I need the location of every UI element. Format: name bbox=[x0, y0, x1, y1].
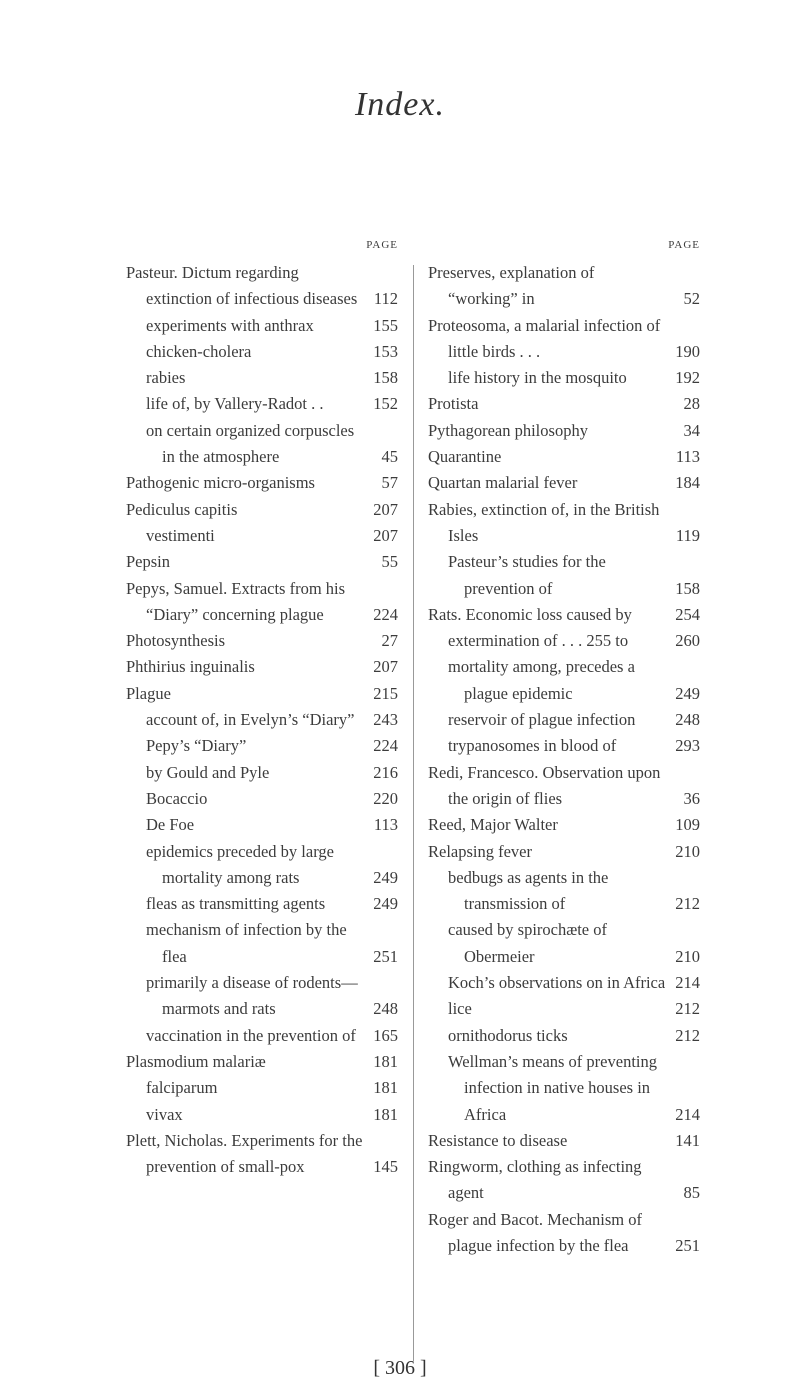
index-entry bbox=[126, 576, 398, 629]
entry-page: 249 bbox=[672, 681, 700, 707]
entry-page: 212 bbox=[672, 996, 700, 1022]
entry-page: 181 bbox=[370, 1075, 398, 1101]
entry-text: Pepy’s “Diary” bbox=[146, 736, 247, 756]
entry-text: vaccination in the prevention of bbox=[146, 1025, 356, 1045]
entry-page: 119 bbox=[673, 523, 700, 549]
entry-text: Relapsing fever bbox=[428, 841, 533, 861]
entry-text: Quartan malarial fever bbox=[428, 473, 578, 493]
entry-text: trypanosomes in blood of bbox=[448, 736, 617, 756]
entry-page: 248 bbox=[672, 707, 700, 733]
entry-text: lice bbox=[448, 999, 472, 1019]
entry-page: 145 bbox=[370, 1154, 398, 1180]
entry-text: mortality among, precedes a plague epidemic bbox=[448, 657, 635, 703]
entry-page: 190 bbox=[672, 339, 700, 365]
entry-text: Wellman’s means of preventing infection in native houses in Africa bbox=[448, 1051, 657, 1124]
entry-page: 210 bbox=[672, 839, 700, 865]
entry-page: 251 bbox=[370, 944, 398, 970]
entry-page: 158 bbox=[672, 576, 700, 602]
entry-page: 113 bbox=[673, 444, 700, 470]
index-entry bbox=[428, 444, 700, 470]
entry-text: Resistance to disease bbox=[428, 1130, 568, 1150]
entry-page: 224 bbox=[370, 733, 398, 759]
entry-page: 216 bbox=[370, 760, 398, 786]
index-subentry bbox=[126, 1023, 398, 1049]
entry-page: 251 bbox=[672, 1233, 700, 1259]
entry-text: Pediculus capitis bbox=[126, 499, 238, 519]
entry-page: 220 bbox=[370, 786, 398, 812]
entry-page: 181 bbox=[370, 1102, 398, 1128]
entry-text: rabies bbox=[146, 368, 186, 388]
index-entry bbox=[428, 1128, 700, 1154]
entry-text: Pasteur. Dictum regarding extinction of infectious diseases bbox=[126, 263, 358, 309]
entry-page: 155 bbox=[370, 313, 398, 339]
entry-text: Quarantine bbox=[428, 447, 502, 467]
index-subentry bbox=[126, 760, 398, 786]
entry-text: De Foe bbox=[146, 815, 195, 835]
index-subentry bbox=[428, 865, 700, 918]
index-entry bbox=[428, 418, 700, 444]
index-subentry bbox=[126, 313, 398, 339]
index-entry bbox=[126, 681, 398, 707]
entry-text: Proteosoma, a malarial infection of little birds . . . bbox=[428, 315, 661, 361]
entry-page: 249 bbox=[370, 865, 398, 891]
entry-page: 207 bbox=[370, 523, 398, 549]
index-entry bbox=[126, 1049, 398, 1075]
index-subentry bbox=[126, 707, 398, 733]
index-subentry bbox=[428, 707, 700, 733]
index-subentry bbox=[126, 523, 398, 549]
entry-text: Plasmodium malariæ bbox=[126, 1051, 266, 1071]
entry-page: 215 bbox=[370, 681, 398, 707]
entry-text: chicken-cholera bbox=[146, 341, 252, 361]
entry-text: life history in the mosquito bbox=[448, 368, 627, 388]
entry-text: mechanism of infection by the flea bbox=[146, 920, 347, 966]
page-column-label: PAGE bbox=[366, 239, 398, 251]
entry-text: vivax bbox=[146, 1104, 183, 1124]
entry-page: 52 bbox=[681, 286, 701, 312]
index-subentry bbox=[126, 786, 398, 812]
index-entry bbox=[428, 391, 700, 417]
entry-text: fleas as transmitting agents bbox=[146, 894, 326, 914]
index-subentry bbox=[126, 391, 398, 417]
index-subentry bbox=[126, 839, 398, 892]
entry-page: 212 bbox=[672, 891, 700, 917]
entry-text: Reed, Major Walter bbox=[428, 815, 558, 835]
entry-page: 141 bbox=[672, 1128, 700, 1154]
column-divider bbox=[413, 265, 414, 1361]
entry-page: 293 bbox=[672, 733, 700, 759]
entry-text: account of, in Evelyn’s “Diary” bbox=[146, 710, 355, 730]
entry-page: 109 bbox=[672, 812, 700, 838]
entry-text: Rabies, extinction of, in the British Isles bbox=[428, 499, 660, 545]
index-entry bbox=[428, 812, 700, 838]
entry-text: epidemics preceded by large mortality among rats bbox=[146, 841, 334, 887]
index-entry bbox=[126, 470, 398, 496]
index-subentry bbox=[126, 1102, 398, 1128]
index-subentry bbox=[126, 339, 398, 365]
entry-page: 181 bbox=[370, 1049, 398, 1075]
entry-text: Plett, Nicholas. Experiments for the prevention of small-pox bbox=[126, 1130, 363, 1177]
entry-text: Bocaccio bbox=[146, 788, 208, 808]
index-subentry bbox=[428, 365, 700, 391]
index-subentry bbox=[126, 891, 398, 917]
index-subentry bbox=[428, 628, 700, 654]
index-entry bbox=[428, 470, 700, 496]
index-entry bbox=[428, 1154, 700, 1207]
entry-page: 224 bbox=[370, 602, 398, 628]
entry-text: extermination of . . . 255 to bbox=[448, 631, 629, 651]
index-entry-list bbox=[428, 260, 700, 1259]
index-subentry bbox=[126, 1075, 398, 1101]
entry-text: Pythagorean philosophy bbox=[428, 420, 588, 440]
entry-text: on certain organized corpuscles in the atmosphere bbox=[146, 420, 355, 467]
entry-page: 152 bbox=[370, 391, 398, 417]
index-subentry bbox=[126, 917, 398, 970]
index-subentry bbox=[428, 1049, 700, 1128]
index-subentry bbox=[428, 996, 700, 1022]
entry-page: 214 bbox=[672, 1102, 700, 1128]
index-subentry bbox=[428, 970, 700, 996]
entry-page: 243 bbox=[370, 707, 398, 733]
entry-page: 192 bbox=[672, 365, 700, 391]
entry-text: life of, by Vallery-Radot . . bbox=[146, 394, 324, 414]
entry-page: 248 bbox=[370, 996, 398, 1022]
index-subentry bbox=[126, 418, 398, 471]
entry-text: Koch’s observations on in Africa bbox=[448, 973, 666, 993]
index-entry bbox=[428, 760, 700, 813]
entry-page: 212 bbox=[672, 1023, 700, 1049]
index-subentry bbox=[428, 1023, 700, 1049]
entry-page: 36 bbox=[681, 786, 701, 812]
index-entry bbox=[126, 260, 398, 313]
entry-page: 207 bbox=[370, 654, 398, 680]
entry-text: Ringworm, clothing as infecting agent bbox=[428, 1157, 642, 1203]
entry-page: 158 bbox=[370, 365, 398, 391]
entry-page: 57 bbox=[379, 470, 399, 496]
entry-page: 112 bbox=[371, 286, 398, 312]
entry-text: Preserves, explanation of “working” in bbox=[428, 263, 595, 309]
index-entry bbox=[126, 1128, 398, 1181]
entry-text: vestimenti bbox=[146, 525, 215, 545]
entry-page: 28 bbox=[681, 391, 701, 417]
index-entry bbox=[428, 497, 700, 550]
entry-text: reservoir of plague infection bbox=[448, 710, 636, 730]
entry-text: primarily a disease of rodents—marmots and rats bbox=[146, 973, 358, 1019]
entry-text: falciparum bbox=[146, 1078, 218, 1098]
index-entry-list bbox=[126, 260, 398, 1180]
entry-page: 210 bbox=[672, 944, 700, 970]
index-subentry bbox=[428, 733, 700, 759]
page-title: Index. bbox=[354, 86, 445, 123]
entry-text: Protista bbox=[428, 394, 479, 414]
index-entry bbox=[428, 260, 700, 313]
entry-page: 184 bbox=[672, 470, 700, 496]
entry-page: 34 bbox=[681, 418, 701, 444]
index-subentry bbox=[428, 654, 700, 707]
entry-text: Photosynthesis bbox=[126, 631, 226, 651]
entry-text: Pepsin bbox=[126, 552, 171, 572]
entry-text: Pathogenic micro-organisms bbox=[126, 473, 315, 493]
entry-page: 165 bbox=[370, 1023, 398, 1049]
entry-text: ornithodorus ticks bbox=[448, 1025, 568, 1045]
page-number: [ 306 ] bbox=[373, 1357, 427, 1379]
entry-text: bedbugs as agents in the transmission of bbox=[448, 867, 609, 914]
index-entry bbox=[126, 497, 398, 523]
entry-page: 260 bbox=[672, 628, 700, 654]
index-entry bbox=[428, 313, 700, 366]
entry-page: 45 bbox=[379, 444, 399, 470]
entry-text: Redi, Francesco. Observation upon the origin of flies bbox=[428, 762, 661, 808]
entry-page: 153 bbox=[370, 339, 398, 365]
index-subentry bbox=[126, 970, 398, 1023]
index-entry bbox=[126, 654, 398, 680]
entry-text: Plague bbox=[126, 683, 171, 703]
page-column-label: PAGE bbox=[668, 239, 700, 251]
index-subentry bbox=[126, 733, 398, 759]
entry-text: Roger and Bacot. Mechanism of plague infection by the flea bbox=[428, 1209, 642, 1255]
entry-text: Pasteur’s studies for the prevention of bbox=[448, 552, 606, 598]
index-column-left bbox=[126, 239, 398, 1180]
entry-page: 85 bbox=[681, 1180, 701, 1206]
entry-page: 27 bbox=[379, 628, 399, 654]
entry-text: experiments with anthrax bbox=[146, 315, 314, 335]
index-entry bbox=[126, 549, 398, 575]
entry-text: Rats. Economic loss caused by bbox=[428, 604, 632, 624]
index-entry bbox=[126, 628, 398, 654]
entry-text: caused by spirochæte of Obermeier bbox=[448, 920, 607, 966]
index-subentry bbox=[126, 812, 398, 838]
index-subentry bbox=[428, 917, 700, 970]
index-subentry bbox=[428, 549, 700, 602]
index-subentry bbox=[126, 365, 398, 391]
entry-page: 249 bbox=[370, 891, 398, 917]
entry-text: by Gould and Pyle bbox=[146, 762, 270, 782]
index-entry bbox=[428, 602, 700, 628]
index-entry bbox=[428, 1207, 700, 1260]
entry-text: Phthirius inguinalis bbox=[126, 657, 255, 677]
index-column-right bbox=[428, 239, 700, 1259]
entry-page: 55 bbox=[379, 549, 399, 575]
entry-page: 214 bbox=[672, 970, 700, 996]
entry-page: 207 bbox=[370, 497, 398, 523]
entry-page: 254 bbox=[672, 602, 700, 628]
entry-text: Pepys, Samuel. Extracts from his “Diary” concerning plague bbox=[126, 578, 346, 624]
index-entry bbox=[428, 839, 700, 865]
entry-page: 113 bbox=[371, 812, 398, 838]
